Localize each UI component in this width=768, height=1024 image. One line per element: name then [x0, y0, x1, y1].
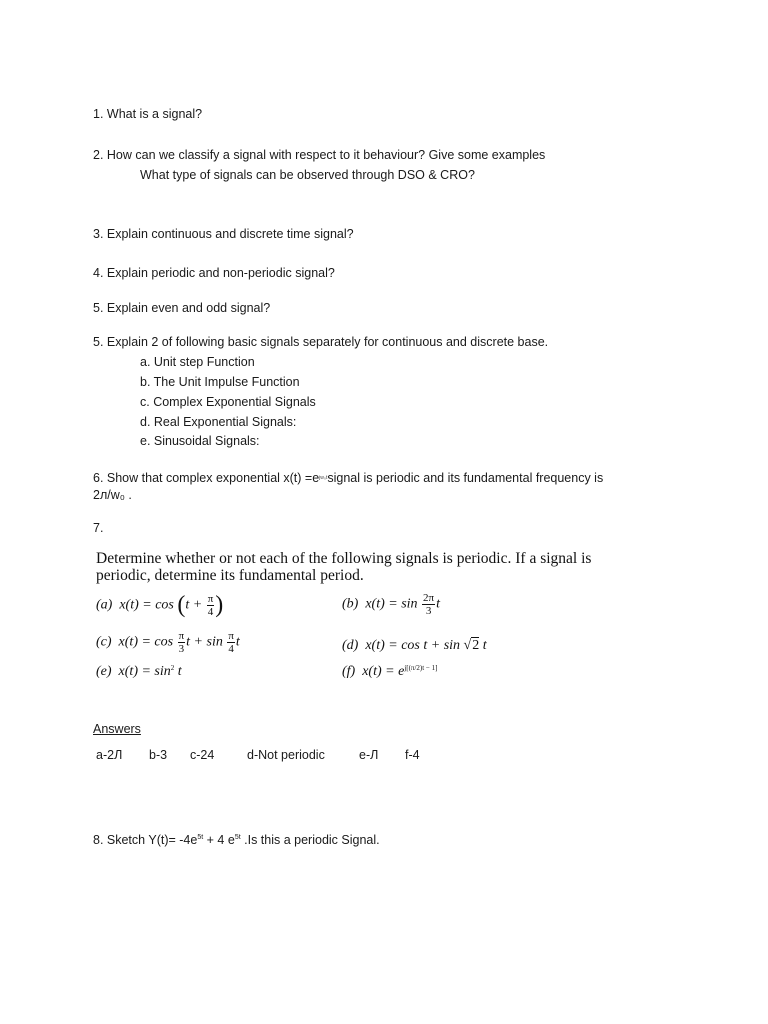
question-5b: 5. Explain 2 of following basic signals separately for continuous and discrete base.: [93, 335, 549, 349]
formula-f-exponent: j[(π/2)t − 1]: [404, 664, 438, 672]
formula-a-close: ): [215, 592, 224, 618]
formula-f: [342, 664, 437, 680]
excerpt-statement-2: periodic, determine its fundamental period.: [96, 567, 364, 584]
question-2: 2. How can we classify a signal with respect to it behaviour? Give some examples: [93, 148, 546, 162]
formula-e-exponent: 2: [170, 664, 175, 672]
answer-item: c-24: [190, 748, 215, 762]
answer-item: b-3: [149, 748, 168, 762]
formula-a: [96, 592, 223, 619]
q8-text-pre: 8. Sketch Y(t)= -4e: [93, 833, 198, 847]
answer-item: a-2Л: [96, 748, 123, 762]
formula-c-den2: 4: [228, 643, 234, 655]
list-item: b. The Unit Impulse Function: [140, 375, 300, 389]
list-item: e. Sinusoidal Signals:: [140, 434, 260, 448]
question-5a: 5. Explain even and odd signal?: [93, 301, 271, 315]
question-6-line2: 2л/w₀ .: [93, 488, 132, 502]
formula-a-t: t +: [185, 597, 203, 613]
formula-e-label: (e): [96, 664, 112, 679]
question-6: [93, 470, 603, 486]
formula-a-num: π: [207, 593, 214, 605]
question-3: 3. Explain continuous and discrete time signal?: [93, 227, 354, 241]
formula-c-t: t: [235, 634, 240, 650]
question-7: 7.: [93, 521, 104, 535]
list-item: d. Real Exponential Signals:: [140, 415, 297, 429]
formula-f-label: (f): [342, 664, 356, 679]
formula-a-label: (a): [96, 597, 113, 613]
question-8: [93, 830, 380, 848]
formula-c-lhs: x(t) = cos: [118, 634, 174, 650]
formula-c-fraction-1: [178, 630, 186, 655]
answers-heading: Answers: [93, 722, 141, 736]
formula-b-den: 3: [425, 605, 432, 617]
list-item: c. Complex Exponential Signals: [140, 395, 316, 409]
formula-e: [96, 664, 182, 680]
q6-text-post: signal is periodic and its fundamental frequency is: [327, 471, 604, 485]
formula-d: [342, 638, 487, 654]
excerpt-statement-1: Determine whether or not each of the following signals is periodic. If a signal is: [96, 550, 592, 567]
formula-d-lhs: x(t) = cos t + sin √: [365, 638, 472, 653]
formula-b: [342, 592, 440, 617]
question-2-sub: What type of signals can be observed through DSO & CRO?: [140, 168, 475, 182]
q6-text-pre: 6. Show that complex exponential x(t) =e: [93, 471, 320, 485]
q6-exponent: jw₀t: [319, 475, 328, 481]
formula-c-mid: t + sin: [186, 634, 223, 650]
formula-b-num: 2π: [423, 592, 435, 604]
answer-item: e-Л: [359, 748, 379, 762]
question-1: 1. What is a signal?: [93, 107, 203, 121]
q8-text-post: .Is this a periodic Signal.: [240, 833, 380, 847]
formula-a-lhs: x(t) = cos: [119, 597, 174, 613]
formula-c-fraction-2: [227, 630, 235, 655]
formula-b-label: (b): [342, 596, 359, 612]
formula-e-lhs: x(t) = sin: [118, 664, 171, 679]
formula-b-fraction: [422, 592, 435, 617]
q8-text-mid: + 4 e: [203, 833, 235, 847]
formula-b-lhs: x(t) = sin: [365, 596, 418, 612]
formula-c: [96, 630, 240, 655]
list-item: a. Unit step Function: [140, 355, 255, 369]
formula-e-t: t: [174, 664, 182, 679]
formula-a-den: 4: [207, 606, 214, 618]
formula-a-open: (: [177, 592, 186, 618]
answer-item: d-Not periodic: [247, 748, 325, 762]
formula-f-lhs: x(t) = e: [362, 664, 405, 679]
answer-item: f-4: [405, 748, 420, 762]
formula-a-fraction: [207, 593, 215, 618]
q8-exponent-1: 5t: [197, 834, 204, 841]
formula-b-t: t: [436, 596, 440, 612]
formula-d-radicand: 2: [472, 638, 480, 653]
formula-c-label: (c): [96, 634, 112, 650]
formula-d-t: t: [479, 638, 487, 653]
question-4: 4. Explain periodic and non-periodic signal?: [93, 266, 335, 280]
formula-c-num1: π: [178, 630, 185, 642]
formula-d-label: (d): [342, 638, 359, 653]
formula-c-den1: 3: [178, 643, 185, 655]
q8-exponent-2: 5t: [234, 834, 241, 841]
formula-c-num2: π: [228, 630, 234, 642]
